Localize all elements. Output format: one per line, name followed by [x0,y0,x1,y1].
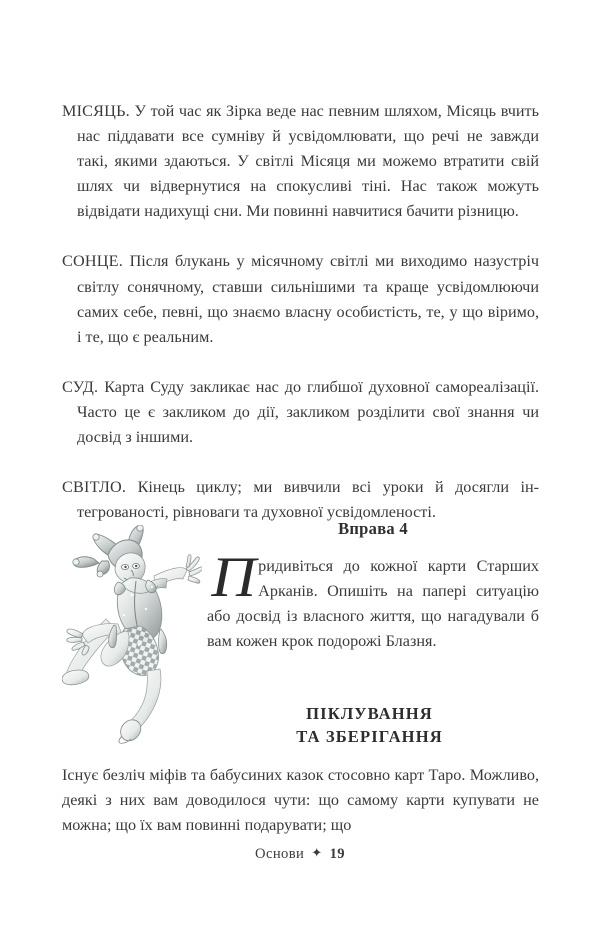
glossary-entry [62,475,539,525]
drop-cap-letter: П [211,546,256,609]
section-heading-line-1: ПІКЛУВАННЯ [306,704,433,723]
section-heading [200,702,539,748]
glossary-entry [62,249,539,349]
closing-paragraph: Існує безліч міфів та бабусиних казок стосовно карт Таро. Можливо, деякі з них вам доводилося чути: що самому карти купувати не можна; що їх вам повинні подарувати; що [62,766,539,835]
entry-text: Кінець циклу; ми вивчили всі уроки й досягли інтегрованості, рівноваги та духовної усвідомленості. [77,478,539,522]
entry-term: СУД. [62,377,99,396]
star-ornament-icon: ✦ [311,845,323,860]
glossary-entry [62,375,539,450]
footer-label: Основи [255,846,305,862]
entry-text: Після блукань у місячному світлі ми виходимо назустріч світлу сонячному, ставши сильнішими та краще усвідомлюючи самих себе, певні, що знаємо власну особистість, те, у що віримо, і те, що є реальним. [77,252,539,346]
entry-text: У той час як Зірка веде нас певним шляхом, Місяць вчить нас піддавати все сумніву й усвідомлювати, що речі не завжди такі, якими здаються. У світлі Місяця ми можемо втратити свій шлях чи відвернутися на спокусливі тіні. Нас також можуть відвідати надихущі сни. Ми повинні навчитися бачити різницю. [77,102,539,221]
exercise-title: Вправа 4 [338,519,408,538]
page-number: 19 [329,846,345,862]
exercise-body [207,546,539,654]
exercise-body-text: ридивіться до кожної карти Старших Арканів. Опишіть на папері ситуацію або досвід із власного життя, що нагадували б вам кожен крок подорожі Блазня. [207,557,539,651]
glossary-entry [62,99,539,224]
entry-term: СОНЦЕ. [62,252,124,271]
main-text-column [62,99,539,525]
entry-term: СВІТЛО. [62,478,127,497]
entry-text: Карта Суду закликає нас до глибшої духовної самореалізації. Часто це є закликом до дії, закликом розділити свої знання чи досвід з іншими. [77,377,539,447]
exercise-text-column [207,519,539,654]
section-heading-line-2: ТА ЗБЕРІГАННЯ [296,727,443,746]
jester-fool-illustration [62,525,202,744]
page-footer [0,845,600,863]
entry-term: МІСЯЦЬ. [62,102,130,120]
